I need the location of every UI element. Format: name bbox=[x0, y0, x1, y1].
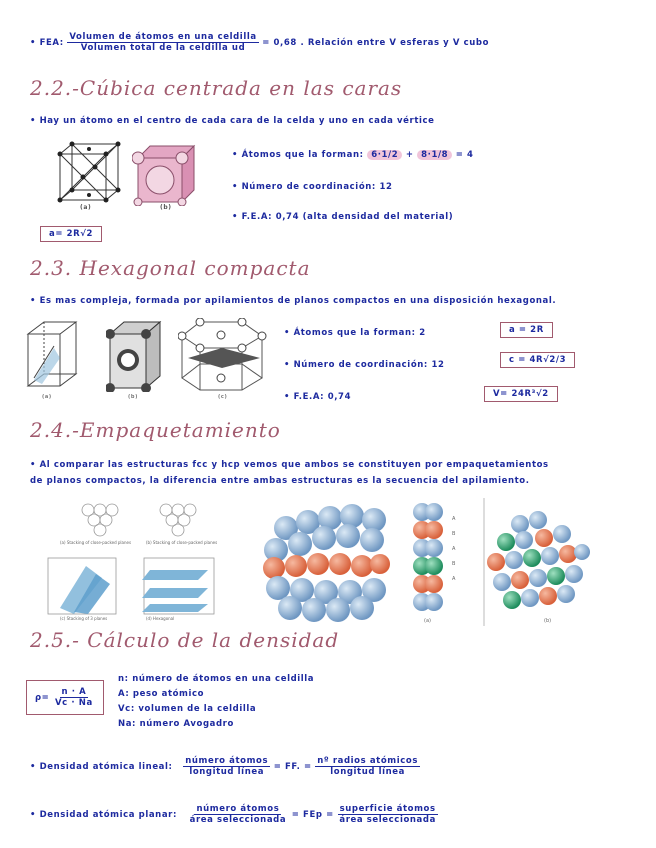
definition-item: Na: número Avogadro bbox=[118, 719, 234, 729]
fea-value: = 0,68 . Relación entre V esferas y V cubo bbox=[262, 38, 490, 48]
packing-fig-label-a: (a) bbox=[424, 618, 431, 624]
s23-coord: • Número de coordinación: 12 bbox=[284, 360, 445, 370]
s22-coord: • Número de coordinación: 12 bbox=[232, 182, 393, 192]
hcp-unit-cell-figure bbox=[24, 318, 80, 394]
s23-box-a: a = 2R bbox=[500, 322, 553, 338]
s22-atoms-expr1: 6·1/2 bbox=[367, 150, 402, 160]
layer-label: A bbox=[452, 516, 456, 522]
section-title-2-3: 2.3. Hexagonal compacta bbox=[30, 256, 311, 280]
s22-atoms: • Átomos que la forman: 6·1/2 + 8·1/8 = 4 bbox=[232, 150, 474, 160]
planar-numerator-2: superficie átomos bbox=[339, 804, 436, 814]
linear-density-fraction-2 bbox=[315, 756, 420, 777]
linear-numerator: número átomos bbox=[185, 756, 269, 766]
linear-denominator-2: longitud línea bbox=[330, 767, 405, 777]
s22-intro: • Hay un átomo en el centro de cada cara de la celda y uno en cada vértice bbox=[30, 116, 435, 126]
linear-density-line bbox=[30, 756, 420, 777]
density-definitions bbox=[118, 672, 314, 732]
s23-box-v: V= 24R³√2 bbox=[484, 386, 558, 402]
layer-label: B bbox=[452, 561, 456, 567]
fig-label-a: (a) bbox=[80, 204, 92, 211]
fig-label-b: (b) bbox=[160, 204, 172, 211]
linear-density-fraction bbox=[183, 756, 270, 777]
definition-item: A: peso atómico bbox=[118, 689, 205, 699]
planar-numerator: número átomos bbox=[196, 804, 280, 814]
section-title-2-2: 2.2.-Cúbica centrada en las caras bbox=[30, 76, 403, 100]
definition-item: Vc: volumen de la celdilla bbox=[118, 704, 257, 714]
fea-fraction bbox=[67, 32, 258, 53]
layer-label: A bbox=[452, 546, 456, 552]
s23-fea: • F.E.A: 0,74 bbox=[284, 392, 352, 402]
fea-label: • FEA: bbox=[30, 38, 64, 48]
stacking-caption-b: (b) Stacking of close-packed planes bbox=[146, 540, 218, 545]
planar-density-fraction-2 bbox=[337, 804, 438, 825]
rho-denominator: Vc · Na bbox=[54, 698, 93, 708]
linear-density-label: • Densidad atómica lineal: bbox=[30, 762, 173, 772]
fcc-wireframe-figure bbox=[54, 140, 124, 210]
planar-denominator: área seleccionada bbox=[189, 815, 287, 825]
s23-atoms: • Átomos que la forman: 2 bbox=[284, 328, 426, 338]
stacking-caption-d: (d) Hexagonal bbox=[146, 616, 175, 621]
hcp-solid-figure bbox=[106, 320, 164, 392]
layer-label: A bbox=[452, 576, 456, 582]
s22-a-box: a= 2R√2 bbox=[40, 226, 102, 242]
hcp-fig-label-c: (c) bbox=[218, 394, 228, 400]
s22-atoms-expr2: 8·1/8 bbox=[417, 150, 452, 160]
stacking-caption-c: (c) Stacking of 3 planes bbox=[60, 616, 108, 621]
hcp-fig-label-a: (a) bbox=[42, 394, 52, 400]
planar-density-label: • Densidad atómica planar: bbox=[30, 810, 177, 820]
stacking-caption-a: (a) Stacking of close-packed planes bbox=[60, 540, 132, 545]
rho-fraction bbox=[53, 687, 95, 708]
fea-numerator: Volumen de átomos en una celdilla bbox=[69, 32, 257, 42]
section-title-2-4: 2.4.-Empaquetamiento bbox=[30, 418, 281, 442]
fea-line bbox=[30, 32, 489, 53]
s24-intro-1: • Al comparar las estructuras fcc y hcp vemos que ambos se constituyen por empaquetamientos bbox=[30, 460, 549, 470]
linear-numerator-2: nº radios atómicos bbox=[317, 756, 418, 766]
planar-fep: = FEp = bbox=[291, 810, 334, 820]
sphere-packing-figure bbox=[256, 498, 606, 626]
s24-intro-2: de planos compactos, la diferencia entre ambas estructuras es la secuencia del apilamiento. bbox=[30, 476, 530, 486]
hcp-fig-label-b: (b) bbox=[128, 394, 138, 400]
linear-denominator: longitud línea bbox=[189, 767, 265, 777]
fea-denominator: Volumen total de la celdilla ud bbox=[80, 43, 246, 53]
planar-denominator-2: área seleccionada bbox=[339, 815, 436, 825]
s22-fea: • F.E.A: 0,74 (alta densidad del material) bbox=[232, 212, 454, 222]
hcp-hexagonal-prism-figure bbox=[178, 318, 268, 394]
definition-item: n: número de átomos en una celdilla bbox=[118, 674, 315, 684]
planar-density-line bbox=[30, 804, 438, 825]
s23-intro: • Es mas compleja, formada por apilamientos de planos compactos en una disposición hexagonal. bbox=[30, 296, 557, 306]
density-formula-box bbox=[26, 680, 104, 715]
s23-box-c: c = 4R√2/3 bbox=[500, 352, 575, 368]
rho-numerator: n · A bbox=[61, 687, 87, 697]
rho-symbol: ρ= bbox=[35, 693, 50, 703]
layer-labels bbox=[452, 512, 455, 587]
s22-atoms-result: = 4 bbox=[455, 150, 474, 160]
layer-label: B bbox=[452, 531, 456, 537]
stacking-diagrams-figure bbox=[38, 496, 228, 620]
fcc-solid-figure bbox=[132, 142, 198, 206]
linear-ff: = FF. = bbox=[273, 762, 312, 772]
s22-atoms-label: • Átomos que la forman: bbox=[232, 150, 364, 160]
section-title-2-5: 2.5.- Cálculo de la densidad bbox=[30, 628, 340, 652]
planar-density-fraction bbox=[188, 804, 289, 825]
packing-fig-label-b: (b) bbox=[544, 618, 552, 624]
